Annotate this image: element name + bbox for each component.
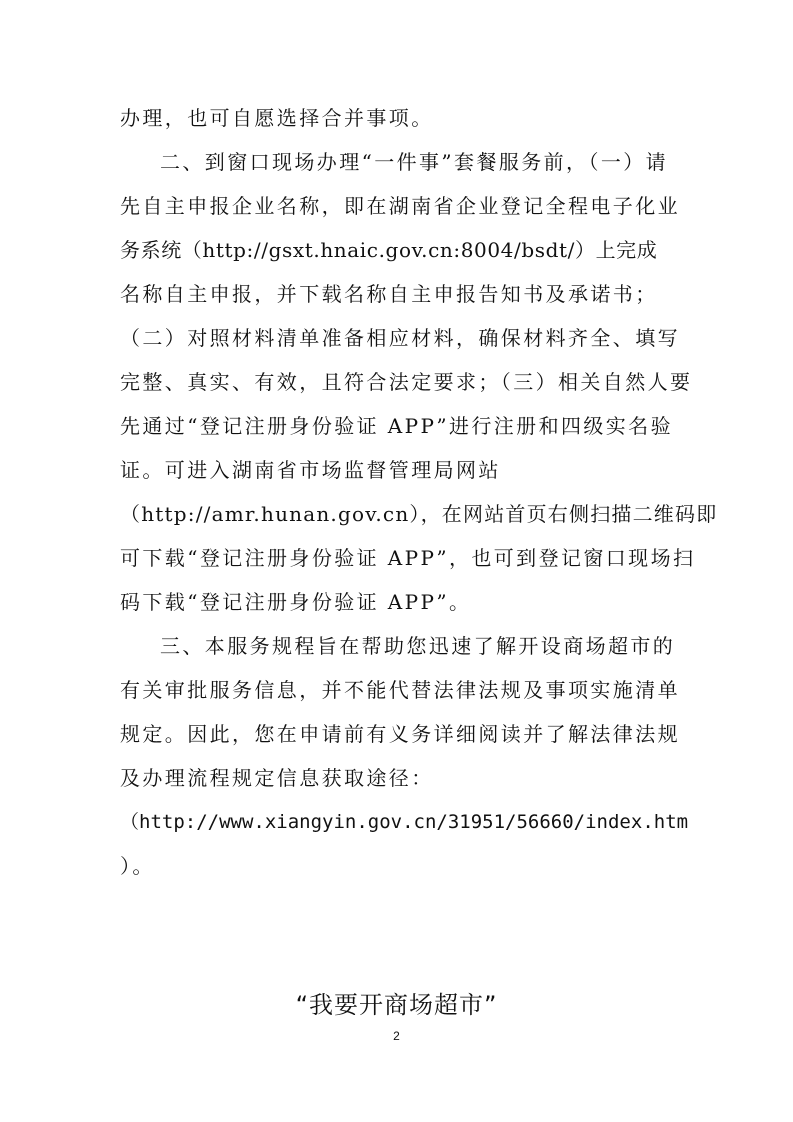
paragraph-line: 可下载“登记注册身份验证 APP”，也可到登记窗口现场扫 — [120, 546, 696, 570]
paragraph-line: 二、到窗口现场办理“一件事”套餐服务前，（一）请 — [160, 150, 669, 174]
paragraph-line: 有关审批服务信息，并不能代替法律法规及事项实施清单 — [120, 678, 680, 702]
footer-title: “我要开商场超市” — [295, 991, 498, 1019]
paragraph-line: 码下载“登记注册身份验证 APP”。 — [120, 590, 472, 614]
paragraph-line: ）。 — [120, 854, 155, 878]
paragraph-line: 规定。因此，您在申请前有义务详细阅读并了解法律法规 — [120, 722, 680, 746]
paragraph-line: 三、本服务规程旨在帮助您迅速了解开设商场超市的 — [160, 634, 676, 658]
paragraph-line: 先通过“登记注册身份验证 APP”进行注册和四级实名验 — [120, 414, 673, 438]
paragraph-line: 证。可进入湖南省市场监督管理局网站 — [120, 458, 501, 482]
paragraph-line: 完整、真实、有效，且符合法定要求；（三）相关自然人要 — [120, 370, 693, 394]
paragraph-line: 务系统（http://gsxt.hnaic.gov.cn:8004/bsdt/）上完成 — [120, 238, 658, 262]
paragraph-line: 名称自主申报，并下载名称自主申报告知书及承诺书； — [120, 282, 658, 306]
paragraph-line: 及办理流程规定信息获取途径： — [120, 766, 434, 790]
paragraph-line: （二）对照材料清单准备相应材料，确保材料齐全、填写 — [120, 326, 680, 350]
url-line: （http://www.xiangyin.gov.cn/31951/56660/index.htm — [120, 811, 689, 833]
paragraph-line: （http://amr.hunan.gov.cn），在网站首页右侧扫描二维码即 — [120, 502, 718, 526]
paragraph-line: 办理，也可自愿选择合并事项。 — [120, 106, 434, 130]
paragraph-line: 先自主申报企业名称，即在湖南省企业登记全程电子化业 — [120, 194, 680, 218]
page-number: 2 — [393, 1029, 400, 1043]
